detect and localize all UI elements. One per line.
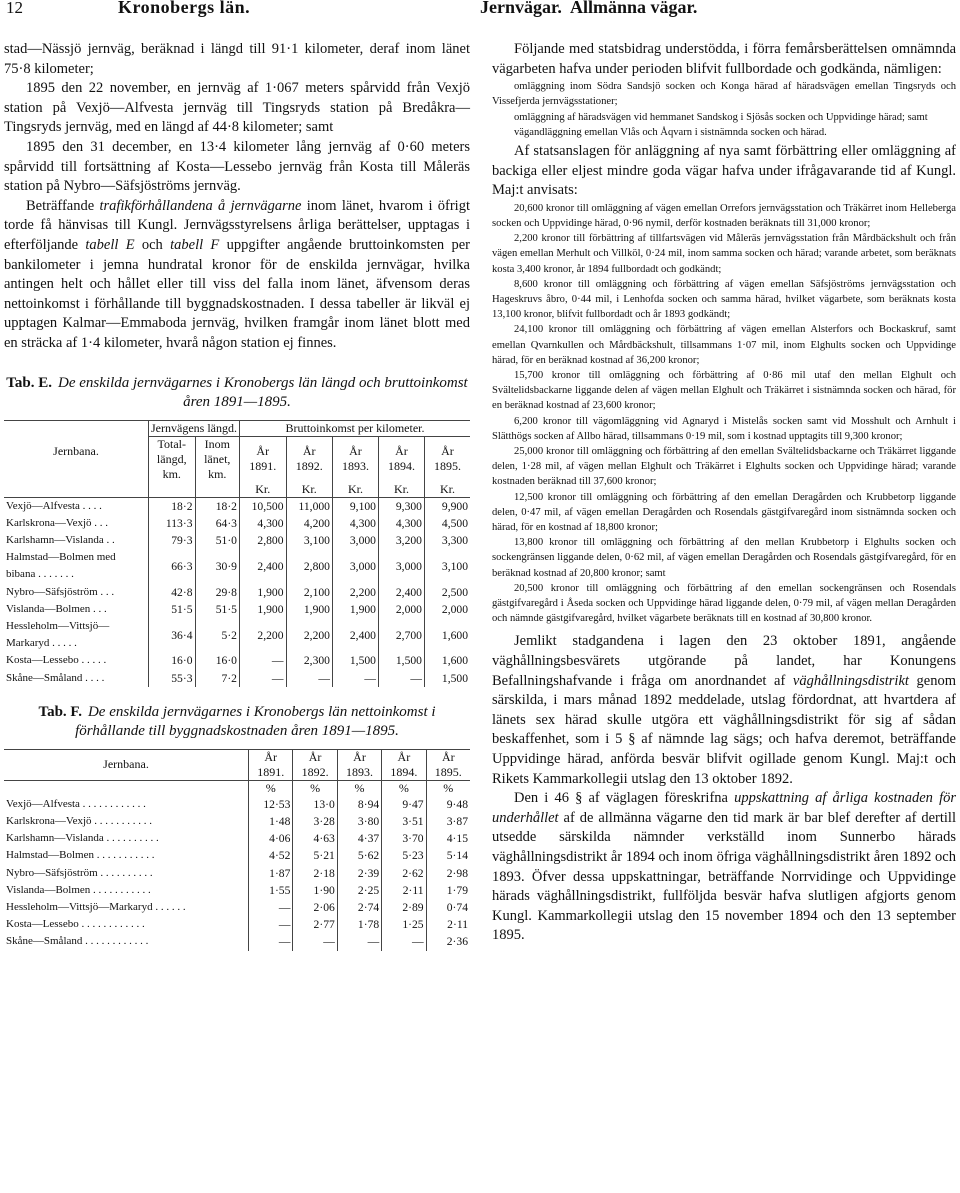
column-header: År 1895.	[426, 749, 470, 780]
cell-income: 4,300	[378, 515, 424, 532]
cell-total-length: 18·2	[149, 497, 196, 515]
row-label: Vislanda—Bolmen . . . . . . . . . . .	[6, 883, 151, 896]
cell-income: 1,900	[286, 601, 332, 618]
cell-income: —	[286, 670, 332, 687]
table-row	[4, 549, 470, 583]
cell-income: —	[239, 670, 286, 687]
row-label: Skåne—Småland . . . . . . . . . . . .	[6, 935, 149, 948]
cell-net-income: 9·48	[426, 796, 470, 813]
cell-income: —	[378, 670, 424, 687]
cell-inom-length: 30·9	[195, 549, 239, 583]
row-label: Vexjö—Alfvesta . . . . . . . . . . . .	[6, 797, 146, 810]
cell-total-length: 79·3	[149, 532, 196, 549]
table-row	[4, 865, 470, 882]
cell-income: 2,800	[239, 532, 286, 549]
left-column	[4, 40, 470, 951]
table-row	[4, 882, 470, 899]
row-label: Karlshamn—Vislanda . . . . . . . . . .	[6, 832, 159, 845]
table-row	[4, 532, 470, 549]
cell-inom-length: 51·0	[195, 532, 239, 549]
row-label: Hessleholm—Vittsjö—Markaryd . . . . . .	[6, 900, 186, 913]
row-label: Nybro—Säfsjöström . . .	[6, 585, 115, 598]
cell-net-income: 2·06	[293, 899, 337, 916]
table-row	[4, 916, 470, 933]
cell-net-income: —	[293, 933, 337, 950]
cell-net-income: 1·79	[426, 882, 470, 899]
cell-income: 2,500	[424, 584, 470, 601]
row-label: Skåne—Småland . . . .	[6, 671, 105, 684]
cell-net-income: 2·25	[337, 882, 381, 899]
cell-total-length: 51·5	[149, 601, 196, 618]
row-label: Vislanda—Bolmen . . .	[6, 602, 107, 615]
cell-inom-length: 64·3	[195, 515, 239, 532]
cell-inom-length: 51·5	[195, 601, 239, 618]
cell-inom-length: 7·2	[195, 670, 239, 687]
table-row	[4, 796, 470, 813]
unit-label: %	[249, 780, 293, 796]
cell-income: 1,900	[239, 584, 286, 601]
column-header: Bruttoinkomst per kilometer.	[239, 420, 470, 436]
cell-net-income: 9·47	[382, 796, 426, 813]
column-header: Jernvägens längd.	[149, 420, 240, 436]
cell-income: 2,400	[332, 618, 378, 652]
cell-inom-length: 18·2	[195, 497, 239, 515]
table-row	[4, 652, 470, 669]
cell-total-length: 113·3	[149, 515, 196, 532]
column-header: Inom länet, km.	[195, 436, 239, 482]
paragraph: 1895 den 31 december, en 13·4 kilometer lång jernväg af 0·60 meters spårvidd till fortsättning af Kosta—Lessebo jernväg från Kosta till Måleräs station på Nybro—Säfsjöströms jernväg.	[4, 138, 470, 195]
page-header	[0, 0, 960, 22]
cell-net-income: 2·39	[337, 865, 381, 882]
cell-net-income: 1·78	[337, 916, 381, 933]
column-header: År 1891.	[239, 436, 286, 482]
cell-net-income: 4·63	[293, 830, 337, 847]
row-label: Hessleholm—Vittsjö—Markaryd . . . . .	[6, 619, 110, 650]
cell-income: 2,000	[424, 601, 470, 618]
cell-net-income: 2·11	[426, 916, 470, 933]
table-f-caption: Tab. F. De enskilda jernvägarnes i Kronobergs län nettoinkomst i förhållande till byggnadskostnaden åren 1891—1895.	[38, 703, 436, 739]
small-paragraph: 2,200 kronor till förbättring af tillfartsvägen vid Måleräs jernvägsstation från Mårdbäckshult och från vägen emellan Merhult och Villköl, 0·24 mil, inom samma socken och härad; varande arbetet, som beräknats kosta 3,400 kronor, år 1894 fullbordadt och godkändt;	[492, 233, 956, 275]
cell-total-length: 55·3	[149, 670, 196, 687]
small-paragraph: 12,500 kronor till omläggning och förbättring af den emellan Deragården och Krubbetorp liggande delen, 0·47 mil, af vägen emellan Deragården och Rosendals gästgifvaregård inom sistnämnda socken och härad, för en kostnad af 18,800 kronor;	[492, 491, 956, 534]
cell-income: 3,000	[332, 549, 378, 583]
paragraph: Följande med statsbidrag understödda, i förra femårsberättelsen omnämnda vägarbeten hafva under perioden blifvit fullbordade och godkända, nämligen:	[492, 41, 956, 77]
cell-income: 9,300	[378, 497, 424, 515]
cell-net-income: 1·90	[293, 882, 337, 899]
cell-net-income: 2·98	[426, 865, 470, 882]
unit-label: %	[382, 780, 426, 796]
cell-income: 3,100	[424, 549, 470, 583]
table-row	[4, 847, 470, 864]
cell-net-income: 5·62	[337, 847, 381, 864]
cell-total-length: 42·8	[149, 584, 196, 601]
table-row	[4, 670, 470, 687]
cell-total-length: 66·3	[149, 549, 196, 583]
table-row	[4, 618, 470, 652]
cell-total-length: 36·4	[149, 618, 196, 652]
paragraph: 1895 den 22 november, en jernväg af 1·067 meters spårvidd från Vexjö station på Vexjö—Alfvesta jernväg till Tingsryds station på Bredåkra—Tingsryds jernväg, med en längd af 44·8 kilometer; samt	[4, 80, 470, 136]
column-header: År 1895.	[424, 436, 470, 482]
table-row	[4, 601, 470, 618]
unit-label: %	[426, 780, 470, 796]
cell-net-income: 0·74	[426, 899, 470, 916]
column-header: År 1894.	[382, 749, 426, 780]
paragraph: Den i 46 § af väglagen föreskrifna uppskattning af årliga kostnaden för underhållet af de allmänna vägarne den tid mark är bar blef derefter af dertill utsedde särskilda nämnder verkställd inom Sunnerbo härads väghållningsdistrikt år 1894 och inom öfriga väghållningsdistrikt åren 1892 och 1893. Öfver dessa uppskattningar, beträffande Norrvidinge och Uppvidinge härads väghållningsdistrikt, fullföljda besvär hafva slutligen afgjorts genom Kungl. Kammarkollegii utslag den 15 november 1894 och den 13 september 1895.	[492, 790, 956, 944]
cell-net-income: 2·89	[382, 899, 426, 916]
cell-income: 3,000	[332, 532, 378, 549]
column-header: År 1891.	[249, 749, 293, 780]
cell-income: 4,200	[286, 515, 332, 532]
section-title-railways: Jernvägar.	[480, 0, 562, 17]
cell-income: 10,500	[239, 497, 286, 515]
table-row	[4, 584, 470, 601]
table-row	[4, 933, 470, 950]
paragraph: Af statsanslagen för anläggning af nya samt förbättring eller omläggning af backiga eller eljest mindre goda vägar hafva under ifrågavarande tid af Kungl. Maj:t anvisats:	[492, 143, 956, 199]
paragraph: stad—Nässjö jernväg, beräknad i längd till 91·1 kilometer, deraf inom länet 75·8 kilometer;	[4, 41, 470, 77]
cell-net-income: 1·87	[249, 865, 293, 882]
cell-net-income: 4·37	[337, 830, 381, 847]
row-label: Kosta—Lessebo . . . . . . . . . . . .	[6, 918, 145, 931]
cell-income: 3,200	[378, 532, 424, 549]
unit-label: %	[337, 780, 381, 796]
row-label: Halmstad—Bolmen med bibana . . . . . . .	[6, 551, 116, 581]
cell-net-income: —	[249, 899, 293, 916]
row-label: Karlskrona—Vexjö . . . . . . . . . . .	[6, 814, 153, 827]
small-paragraph: omläggning af häradsvägen vid hemmanet Sandskog i Sjösås socken och Uppvidinge härad; samt	[514, 111, 928, 123]
cell-income: 1,500	[424, 670, 470, 687]
cell-income: 1,600	[424, 652, 470, 669]
cell-net-income: 8·94	[337, 796, 381, 813]
cell-income: 4,300	[239, 515, 286, 532]
cell-income: 1,500	[332, 652, 378, 669]
table-row	[4, 515, 470, 532]
cell-income: 3,100	[286, 532, 332, 549]
unit-label: Kr.	[239, 482, 286, 498]
paragraph: Jemlikt stadgandena i lagen den 23 oktober 1891, angående väghållningsbesvärets utgörande på landet, har Konungens Befallningshafvande i fråga om anordnandet af väghållningsdistrikt genom särskilda, i mars månad 1892 meddelade, utslag fördordnat, att hvartdera af länets sex härad skulle utgöra ett väghållningsdistrikt för sig af sådan beskaffenhet, som i 5 § af nämnde lag sägs; och hafva deremot, beträffande Uppvidinge härad, anförda besvär blifvit ogillade genom Kungl. Maj:t och Rikets Kammarkollegii utslag den 13 oktober 1892.	[492, 633, 956, 787]
table-row	[4, 497, 470, 515]
cell-net-income: 5·14	[426, 847, 470, 864]
small-paragraph: vägandläggning emellan Vlås och Åqvarn i sistnämnda socken och härad.	[514, 126, 827, 138]
cell-income: —	[239, 652, 286, 669]
small-paragraph: 20,600 kronor till omläggning af vägen emellan Orrefors jernvägsstation och Träkärret inom Helleberga socken och Uppvidinge härad, 0·96 nymil, derför kostnaden beräknats till 31,000 kronor;	[492, 202, 956, 229]
unit-label: %	[293, 780, 337, 796]
cell-net-income: 12·53	[249, 796, 293, 813]
cell-income: 3,000	[378, 549, 424, 583]
small-paragraph: 15,700 kronor till omläggning och förbättring af 0·86 mil utaf den mellan Elghult och Svältelidsbackarne liggande delen af vägen mellan Elghult och Träkärret i sistnämnda socken och härad, för en beräknad kostnad af 23,600 kronor;	[492, 370, 956, 412]
cell-inom-length: 5·2	[195, 618, 239, 652]
page-title: Kronobergs län.	[118, 0, 251, 17]
cell-income: 4,300	[332, 515, 378, 532]
table-row	[4, 830, 470, 847]
cell-income: 2,700	[378, 618, 424, 652]
page-number: 12	[6, 0, 23, 17]
row-label: Kosta—Lessebo . . . . .	[6, 654, 107, 667]
cell-income: 2,200	[286, 618, 332, 652]
small-paragraph: omläggning inom Södra Sandsjö socken och Konga härad af häradsvägen emellan Tingsryds och Vissefjerda jernvägsstationer;	[492, 81, 956, 108]
small-paragraph: 25,000 kronor till omläggning och förbättring af den emellan Svältelidsbackarne och Träkärret liggande delen, 1·28 mil, af vägen mellan Elghult och Träkärret i Elghults socken och Uppvidinge härad; varande kostnaden beräknad till 37,600 kronor;	[492, 446, 956, 488]
cell-net-income: 1·48	[249, 813, 293, 830]
right-column	[492, 40, 956, 946]
column-header: År 1892.	[286, 436, 332, 482]
column-header: År 1894.	[378, 436, 424, 482]
unit-label: Kr.	[378, 482, 424, 498]
row-label: Karlshamn—Vislanda . .	[6, 533, 115, 546]
cell-income: 3,300	[424, 532, 470, 549]
column-header: Jernbana.	[4, 749, 249, 780]
cell-net-income: 2·74	[337, 899, 381, 916]
cell-net-income: —	[249, 916, 293, 933]
cell-net-income: 3·87	[426, 813, 470, 830]
cell-net-income: 2·36	[426, 933, 470, 950]
cell-income: —	[332, 670, 378, 687]
table-row	[4, 813, 470, 830]
cell-net-income: 4·15	[426, 830, 470, 847]
cell-inom-length: 16·0	[195, 652, 239, 669]
cell-net-income: 1·25	[382, 916, 426, 933]
unit-label: Kr.	[424, 482, 470, 498]
table-row	[4, 899, 470, 916]
cell-net-income: 4·06	[249, 830, 293, 847]
column-header: År 1892.	[293, 749, 337, 780]
column-header: År 1893.	[337, 749, 381, 780]
cell-income: 1,900	[332, 601, 378, 618]
table-f	[4, 749, 470, 951]
unit-label: Kr.	[332, 482, 378, 498]
cell-income: 2,200	[332, 584, 378, 601]
small-paragraph: 24,100 kronor till omläggning och förbättring af vägen emellan Alsterfors och Bockaskruf, samt emellan Qvarnkullen och Mårdbäckshult, tillsammans 1·07 mil, inom Elghults socken och Uppvidinge härad, för en beräknad kostnad af 36,200 kronor;	[492, 324, 956, 366]
cell-income: 11,000	[286, 497, 332, 515]
small-paragraph: 8,600 kronor till omläggning och förbättring af vägen emellan Säfsjöströms jernvägsstation och Hageskruvs åbro, 0·44 mil, i Lenhofda socken och samma härad, hvilket vägarbete, som beräknats kosta 13,100 kronor, blifvit fullbordadt och år 1893 godkändt;	[492, 278, 956, 321]
column-header: Jernbana.	[4, 420, 149, 482]
cell-income: 2,200	[239, 618, 286, 652]
cell-net-income: 3·28	[293, 813, 337, 830]
cell-net-income: —	[249, 933, 293, 950]
cell-net-income: 3·70	[382, 830, 426, 847]
cell-income: 9,900	[424, 497, 470, 515]
cell-net-income: 5·21	[293, 847, 337, 864]
cell-net-income: 2·77	[293, 916, 337, 933]
section-title-roads: Allmänna vägar.	[570, 0, 698, 17]
table-e	[4, 420, 470, 687]
table-e-caption: Tab. E. De enskilda jernvägarnes i Kronobergs län längd och bruttoinkomst åren 1891—1895.	[6, 374, 468, 410]
row-label: Nybro—Säfsjöström . . . . . . . . . .	[6, 866, 153, 879]
cell-net-income: 5·23	[382, 847, 426, 864]
cell-income: 2,300	[286, 652, 332, 669]
cell-total-length: 16·0	[149, 652, 196, 669]
cell-net-income: 2·11	[382, 882, 426, 899]
cell-income: 2,400	[378, 584, 424, 601]
cell-income: 1,500	[378, 652, 424, 669]
cell-net-income: 2·62	[382, 865, 426, 882]
cell-income: 2,800	[286, 549, 332, 583]
cell-net-income: —	[337, 933, 381, 950]
cell-net-income: 2·18	[293, 865, 337, 882]
row-label: Vexjö—Alfvesta . . . .	[6, 499, 102, 512]
cell-net-income: 13·0	[293, 796, 337, 813]
column-header: Total-längd, km.	[149, 436, 196, 482]
cell-net-income: 3·80	[337, 813, 381, 830]
paragraph: Beträffande trafikförhållandena å jernvägarne inom länet, hvarom i öfrigt torde få hänvisas till Kungl. Jernvägsstyrelsens årliga berättelser, upptagas i efterföljande tabell E och tabell F uppgifter angående bruttoinkomsten per bankilometer i jemna hundratal kronor för de enskilda jernvägar, hvilka antingen helt och hållet eller till viss del falla inom länet, äfvensom deras nettoinkomst i förhållande till byggnadskostnaden. I dessa tabeller är likväl ej upptagen Kalmar—Emmaboda jernväg, hvilken framgår inom länet blott med en sträcka af 1·4 kilometer, hvarå någon station ej finnes.	[4, 197, 470, 351]
unit-label: Kr.	[286, 482, 332, 498]
cell-net-income: —	[382, 933, 426, 950]
cell-income: 4,500	[424, 515, 470, 532]
small-paragraph: 20,500 kronor till omläggning och förbättring af den emellan sockengränsen och Rosendals gästgifvaregård i Åseda socken och Uppvidinge härad liggande delen, 0·79 mil, af vägen mellan Deragården och nämnde gästgifvaregård, hvilket vägarbete beräknats till en kostnad af 30,800 kronor.	[492, 582, 956, 625]
small-paragraph: 13,800 kronor till omläggning och förbättring af den mellan Krubbetorp i Elghults socken och sockengränsen liggande delen, 0·62 mil, af vägen emellan Deragården och Rosendals gästgifvaregård, för en beräknad kostnad af 20,800 kronor; samt	[492, 537, 956, 579]
cell-income: 2,000	[378, 601, 424, 618]
cell-net-income: 4·52	[249, 847, 293, 864]
cell-income: 2,400	[239, 549, 286, 583]
row-label: Halmstad—Bolmen . . . . . . . . . . .	[6, 849, 155, 862]
cell-income: 1,900	[239, 601, 286, 618]
cell-income: 9,100	[332, 497, 378, 515]
cell-income: 2,100	[286, 584, 332, 601]
column-header: År 1893.	[332, 436, 378, 482]
small-paragraph: 6,200 kronor till vägomläggning vid Agnaryd i Mistelås socken samt vid Mosshult och Arnhult i Slätthögs socken af Allbo härad, tillsammans 0·19 mil, som i kostnad upptagits till 9,300 kronor;	[492, 415, 956, 442]
cell-inom-length: 29·8	[195, 584, 239, 601]
cell-net-income: 1·55	[249, 882, 293, 899]
cell-income: 1,600	[424, 618, 470, 652]
row-label: Karlskrona—Vexjö . . .	[6, 516, 109, 529]
cell-net-income: 3·51	[382, 813, 426, 830]
